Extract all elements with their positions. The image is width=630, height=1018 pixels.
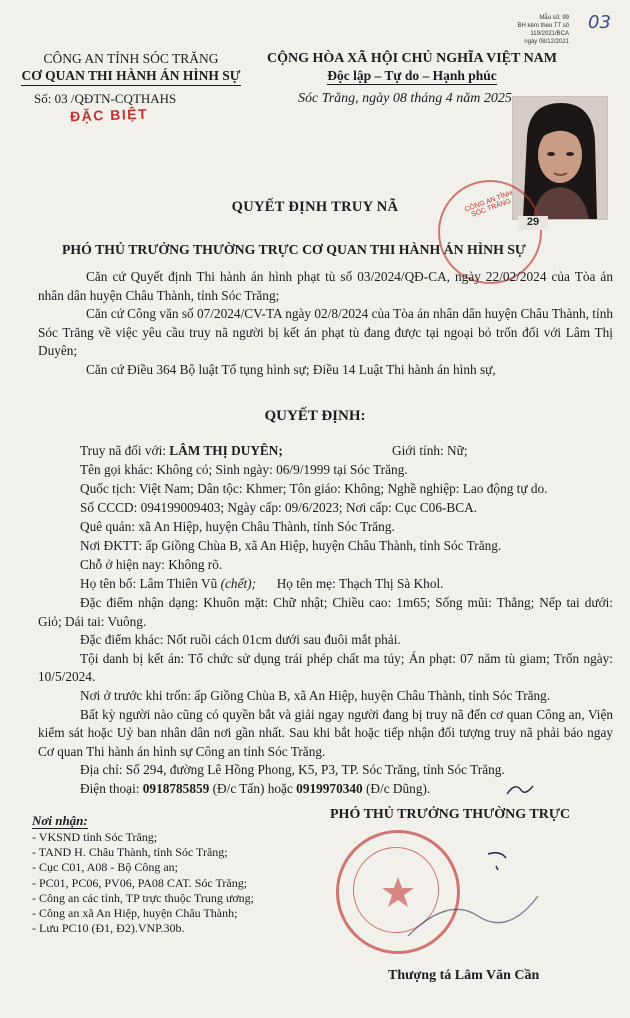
current-address: Chỗ ở hiện nay: Không rõ. <box>80 557 223 572</box>
residence: Nơi ĐKTT: ấp Giồng Chùa B, xã An Hiệp, huyện Châu Thành, tỉnh Sóc Trăng. <box>80 538 502 553</box>
parents-line <box>80 575 444 594</box>
decision-heading: QUYẾT ĐỊNH: <box>264 408 366 424</box>
recipient-item: - Công an các tỉnh, TP trực thuộc Trung ương; <box>32 890 255 905</box>
preamble <box>38 268 613 380</box>
form-note-line: Mẫu số: 99 <box>539 15 569 21</box>
wanted-line <box>80 442 283 461</box>
recipient-item: - Lưu PC10 (Đ1, Đ2).VNP.30b. <box>32 921 185 936</box>
recipients-heading <box>32 813 88 828</box>
national-title: CỘNG HÒA XÃ HỘI CHỦ NGHĨA VIỆT NAM <box>266 51 557 66</box>
father-status: (chết); <box>220 576 257 591</box>
header-agency-unit: CƠ QUAN THI HÀNH ÁN HÌNH SỰ <box>21 67 240 86</box>
phone-2-note: (Đ/c Dũng). <box>365 780 431 796</box>
recipients-list <box>32 830 254 936</box>
recipient-item: - Công an xã An Hiệp, huyện Châu Thành; <box>32 906 238 921</box>
form-note <box>487 14 569 46</box>
issuing-authority: PHÓ THỦ TRƯỞNG THƯỜNG TRỰC CƠ QUAN THI HÀNH ÁN HÌNH SỰ <box>62 242 526 257</box>
gender: Giới tính: Nữ; <box>392 443 468 458</box>
photo-seal-number: 29 <box>518 216 548 230</box>
form-note-line: ngày 08/12/2021 <box>524 39 569 45</box>
page-mark: 03 <box>588 12 611 33</box>
preamble-paragraph: Căn cứ Điều 364 Bộ luật Tố tụng hình sự; Điều 14 Luật Thi hành án hình sự, <box>86 361 496 377</box>
special-secret-stamp: ĐẶC BIỆT <box>69 105 149 125</box>
crime-sentence: Tội danh bị kết án: Tổ chức sử dụng trái phép chất ma túy; Án phạt: 07 năm tù giam; Trốn ngày: 10/5/2024. <box>38 650 613 685</box>
other-features: Đặc điểm khác: Nốt ruồi cách 01cm dưới sau đuôi mắt phải. <box>80 632 401 648</box>
recipient-item: - Cục C01, A08 - Bộ Công an; <box>32 860 178 875</box>
signature-flourish <box>505 780 535 800</box>
phone-2: 0919970340 <box>296 780 363 796</box>
mother: Họ tên mẹ: Thạch Thị Sà Khol. <box>276 576 444 591</box>
wanted-name: LÂM THỊ DUYÊN; <box>169 443 283 458</box>
preamble-paragraph: Căn cứ Công văn số 07/2024/CV-TA ngày 02/8/2024 của Tòa án nhân dân huyện Châu Thành, tỉnh Sóc Trăng về việc yêu cầu truy nã người bị kết án phạt tù đang được tại ngoại bỏ trốn đối với Lâm Thị Duyên; <box>38 306 613 359</box>
last-known-place: Nơi ở trước khi trốn: ấp Giồng Chùa B, xã An Hiệp, huyện Châu Thành, tỉnh Sóc Trăng. <box>80 687 551 703</box>
preamble-paragraph: Căn cứ Quyết định Thi hành án hình phạt tù số 03/2024/QĐ-CA, ngày 22/02/2024 của Tòa án nhân dân huyện Châu Thành, tỉnh Sóc Trăng; <box>38 269 613 303</box>
wanted-label: Truy nã đối với: <box>80 443 166 458</box>
other-name: Tên gọi khác: Không có; Sinh ngày: 06/9/1999 tại Sóc Trăng. <box>80 462 408 477</box>
place-date: Sóc Trăng, ngày 08 tháng 4 năm 2025 <box>298 91 512 106</box>
document-title: QUYẾT ĐỊNH TRUY NÃ <box>231 199 399 215</box>
form-note-line: BH kèm theo TT số 119/2021/BCA <box>517 23 569 37</box>
national-motto <box>262 67 562 84</box>
recipients-heading-text: Nơi nhận: <box>32 813 88 828</box>
header-agency-ministry: CÔNG AN TỈNH SÓC TRĂNG <box>43 51 219 66</box>
physical-features: Đặc điểm nhận dạng: Khuôn mặt: Chữ nhật; Chiều cao: 1m65; Sống mũi: Thẳng; Nếp tai dưới: Giỏ; Dái tai: Vuông. <box>38 595 613 629</box>
phone-1-note: (Đ/c Tấn) hoặc <box>212 780 293 796</box>
phone-1: 0918785859 <box>142 780 210 796</box>
recipient-item: - TAND H. Châu Thành, tỉnh Sóc Trăng; <box>32 845 228 860</box>
id-card: Số CCCD: 094199009403; Ngày cấp: 09/6/2023; Nơi cấp: Cục C06-BCA. <box>80 500 478 515</box>
nationality: Quốc tịch: Việt Nam; Dân tộc: Khmer; Tôn giáo: Không; Nghề nghiệp: Lao động tự do. <box>80 481 548 496</box>
recipient-item: - VKSND tỉnh Sóc Trăng; <box>32 830 158 844</box>
recipient-item: - PC01, PC06, PV06, PA08 CAT. Sóc Trăng; <box>32 875 248 890</box>
hometown: Quê quán: xã An Hiệp, huyện Châu Thành, tỉnh Sóc Trăng. <box>80 519 395 534</box>
photo-seal-text: CÔNG AN TỈNH SÓC TRĂNG <box>463 189 514 219</box>
handwritten-signature <box>388 836 568 956</box>
contact-address: Địa chỉ: Số 294, đường Lê Hồng Phong, K5, P3, TP. Sóc Trăng, tỉnh Sóc Trăng. <box>80 762 505 778</box>
document-number: Số: 03 /QĐTN-CQTHAHS <box>34 91 177 106</box>
header-left <box>20 50 242 86</box>
arrest-instruction: Bất kỳ người nào cũng có quyền bắt và giải ngay người đang bị truy nã đến cơ quan Công an, Viện kiểm sát hoặc Uỷ ban nhân dân nơi gần nhất. Sau khi bắt hoặc tiếp nhận đối tượng truy nã phải báo ngay Cơ quan Thi hành án hình sự Công an tỉnh Sóc Trăng. <box>38 706 613 759</box>
phone-label: Điện thoại: <box>80 780 140 796</box>
father: Họ tên bố: Lâm Thiên Vũ <box>80 576 218 591</box>
body-block <box>38 594 613 799</box>
signer-name: Thượng tá Lâm Văn Cần <box>388 968 540 983</box>
national-motto-text: Độc lập – Tự do – Hạnh phúc <box>327 68 497 83</box>
signer-title: PHÓ THỦ TRƯỞNG THƯỜNG TRỰC <box>330 807 571 822</box>
